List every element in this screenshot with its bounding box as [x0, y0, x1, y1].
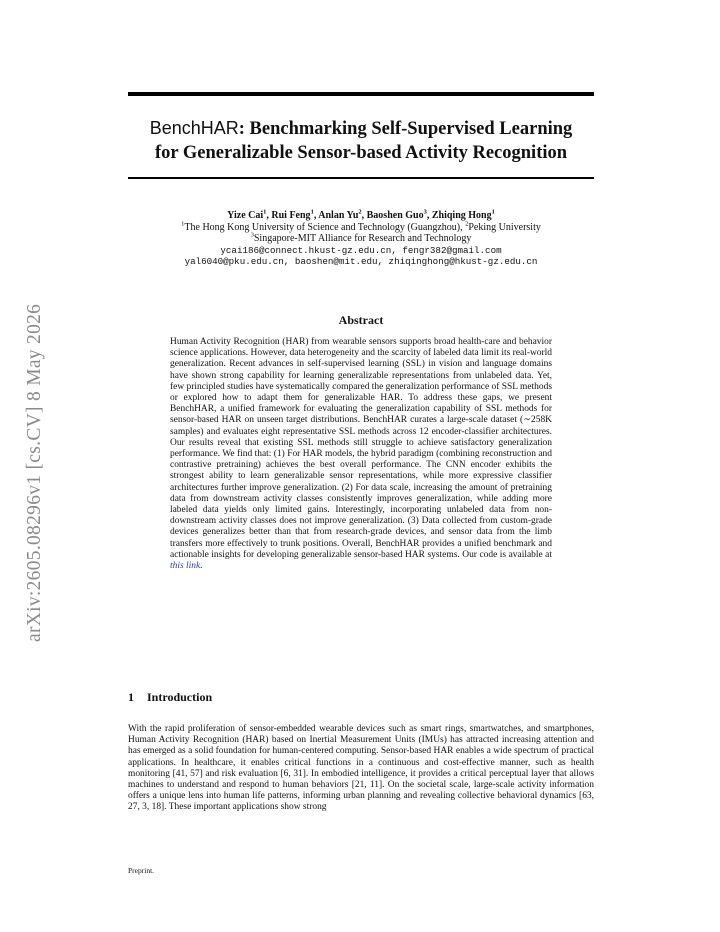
affiliation-line [120, 233, 602, 245]
email-line: yal6040@pku.edu.cn, baoshen@mit.edu, zhiqinghong@hkust-gz.edu.cn [184, 256, 538, 267]
email-line: ycai186@connect.hkust-gz.edu.cn, fengr382@gmail.com [220, 244, 502, 256]
abstract-end: . [200, 561, 203, 572]
affiliation-text: Peking University [468, 221, 541, 233]
paper-title [128, 116, 594, 165]
abstract-body [170, 337, 552, 572]
title-bottom-rule [128, 177, 594, 179]
section-heading [128, 690, 212, 705]
abstract-heading: Abstract [338, 313, 384, 327]
affiliation-line [120, 222, 602, 234]
affiliation-mark: 1 [263, 208, 267, 216]
affiliation-mark: 1 [310, 208, 314, 216]
affiliation-mark: 2 [358, 208, 362, 216]
affiliation-text: Singapore-MIT Alliance for Research and Technology [253, 233, 472, 244]
affiliation-mark: 1 [491, 208, 495, 216]
affiliation-mark: 3 [250, 231, 254, 239]
title-brand: BenchHAR [149, 118, 239, 138]
title-line2: for Generalizable Sensor-based Activity Recognition [154, 143, 568, 163]
title-top-rule [128, 92, 594, 96]
affiliation-text: The Hong Kong University of Science and Technology (Guangzhou), [184, 221, 466, 233]
author-name: Baoshen Guo [366, 210, 424, 221]
section-number: 1 [128, 690, 134, 704]
author-names: Yize Cai$^1$, Rui Feng$^1$, Anlan Yu$^2$, Baoshen Guo$^3$, Zhiqing Hong$^1$ [227, 208, 495, 221]
abstract-text: Human Activity Recognition (HAR) from wearable sensors supports broad health-care and behavior science applications. However, data heterogeneity and the scarcity of labeled data limit its real-world generalization. Recent advances in self-supervised learning (SSL) in vision and language domains have shown strong capability for learning generalizable representations from unlabeled data. Yet, few principled studies have systematically compared the generalization performance of SSL methods or explored how to adapt them for generalizable HAR. To address these gaps, we present BenchHAR, a unified framework for evaluating the generalization capability of SSL methods for sensor-based HAR on unseen target distributions. BenchHAR curates a large-scale dataset (∼258K samples) and evaluates eight representative SSL methods across 12 encoder-classifier architectures. Our results reveal that existing SSL methods still struggle to achieve satisfactory generalization performance. We find that: (1) For HAR models, the hybrid paradigm (combining reconstruction and contrastive pretraining) achieves the best overall performance. The CNN encoder exhibits the strongest ability to learn generalizable sensor representations, while more expressive classifier architectures further improve generalization. (2) For data scale, increasing the amount of pretraining data from downstream activity classes consistently improves generalization, while adding more labeled data yields only limited gains. Interestingly, incorporating unlabeled data from non-downstream activity classes does not improve generalization. (3) Data collected from custom-grade devices generalizes better than that from research-grade devices, and sensor data from the limb transfers more effectively to trunk positions. Overall, BenchHAR provides a unified benchmark and actionable insights for developing generalizable sensor-based HAR systems. Our code is available at [170, 337, 553, 560]
affiliation-mark: 3 [423, 208, 427, 216]
author-name: Zhiqing Hong [431, 210, 492, 221]
affiliation-mark: 2 [465, 220, 469, 228]
author-name: Rui Feng [271, 210, 311, 221]
code-link[interactable]: this link [170, 561, 201, 572]
title-line1: : Benchmarking Self-Supervised Learning [238, 119, 573, 139]
arxiv-stamp: arXiv:2605.08296v1 [cs.CV] 8 May 2026 [24, 303, 45, 642]
author-name: Anlan Yu [318, 210, 359, 221]
author-block [120, 210, 602, 268]
affiliation-mark: 1 [181, 220, 185, 228]
author-name: Yize Cai [227, 210, 264, 221]
intro-paragraph: With the rapid proliferation of sensor-embedded wearable devices such as smart rings, smartwatches, and smartphones, Human Activity Recognition (HAR) based on Inertial Measurement Units (IMUs) has attracted increasing attention and has emerged as a solid foundation for human-centered computing. Sensor-based HAR enables a wide spectrum of practical applications. In healthcare, it enables critical functions in a continuous and cost-effective manner, such as health monitoring [41, 57] and risk evaluation [6, 31]. In embodied intelligence, it provides a critical perceptual layer that allows machines to understand and respond to human behaviors [21, 11]. On the societal scale, large-scale activity information offers a unique lens into human life patterns, informing urban planning and revealing collective behavioral dynamics [63, 27, 3, 18]. These important applications show strong [128, 724, 594, 813]
footer-note: Preprint. [128, 866, 155, 875]
section-title: Introduction [147, 690, 213, 704]
